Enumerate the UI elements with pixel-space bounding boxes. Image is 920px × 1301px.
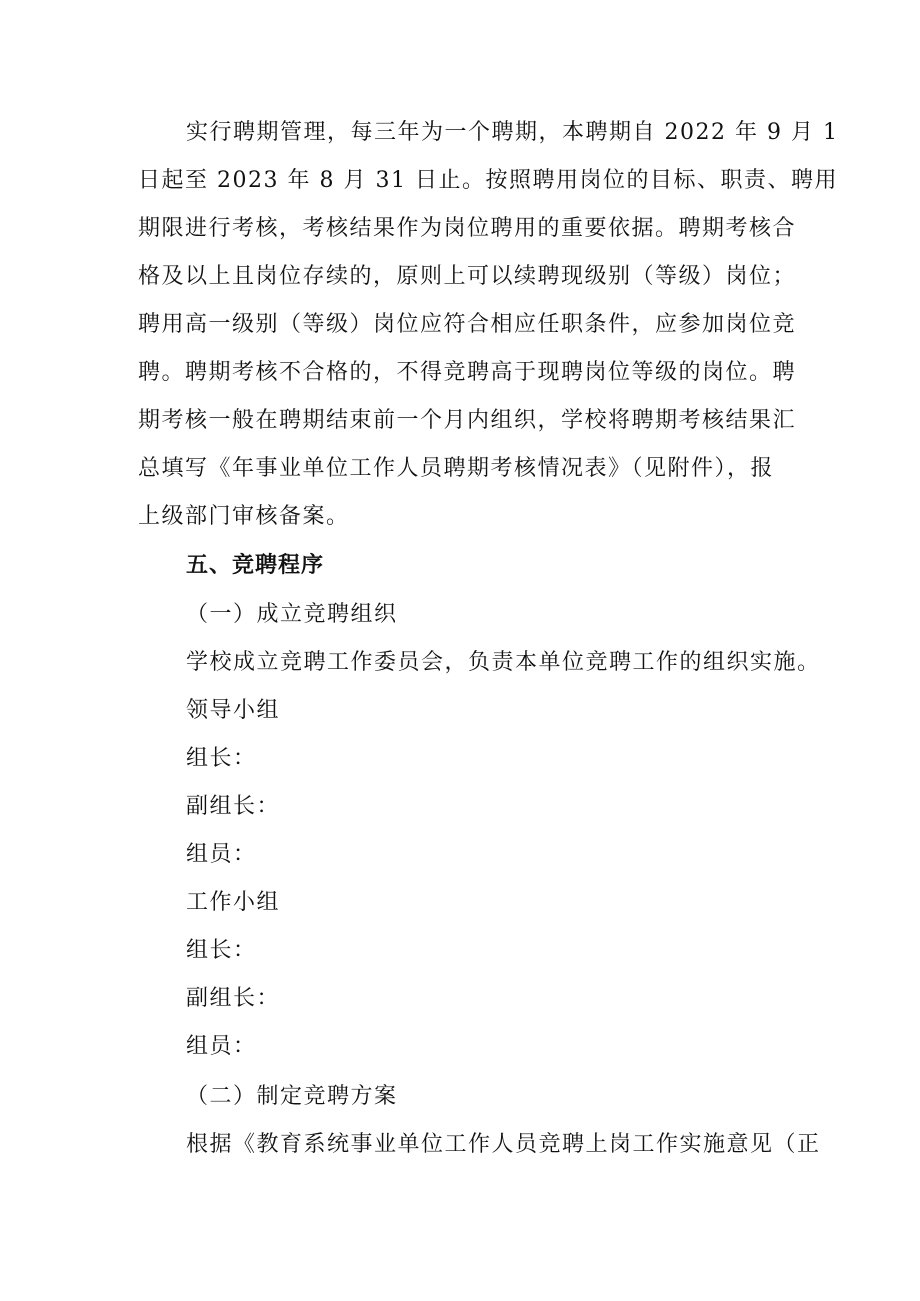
leader-group-leader: 组长： bbox=[186, 746, 257, 771]
leader-group-members: 组员： bbox=[186, 842, 257, 867]
work-group-members: 组员： bbox=[186, 1034, 257, 1059]
subsection-title: （一）成立竞聘组织 bbox=[186, 602, 398, 627]
work-group-deputy: 副组长： bbox=[186, 986, 281, 1011]
leader-group-deputy: 副组长： bbox=[186, 794, 281, 819]
paragraph-line: 格及以上且岗位存续的，原则上可以续聘现级别（等级）岗位； bbox=[138, 264, 797, 289]
paragraph-line: 日起至 2023 年 8 月 31 日止。按照聘用岗位的目标、职责、聘用 bbox=[138, 168, 838, 193]
paragraph-line: 聘。聘期考核不合格的，不得竞聘高于现聘岗位等级的岗位。聘 bbox=[138, 360, 797, 385]
paragraph-line: 期限进行考核，考核结果作为岗位聘用的重要依据。聘期考核合 bbox=[138, 216, 797, 241]
work-group-leader: 组长： bbox=[186, 938, 257, 963]
paragraph-line: 上级部门审核备案。 bbox=[138, 504, 350, 529]
subsection-text: 根据《教育系统事业单位工作人员竞聘上岗工作实施意见（正 bbox=[186, 1132, 821, 1157]
subsection-text: 学校成立竞聘工作委员会，负责本单位竞聘工作的组织实施。 bbox=[186, 650, 821, 675]
paragraph-line: 总填写《年事业单位工作人员聘期考核情况表》（见附件），报 bbox=[138, 456, 775, 481]
work-group-label: 工作小组 bbox=[186, 890, 281, 915]
leader-group-label: 领导小组 bbox=[186, 698, 281, 723]
section-heading: 五、竞聘程序 bbox=[186, 553, 325, 578]
subsection-title: （二）制定竞聘方案 bbox=[186, 1084, 398, 1109]
paragraph-line: 实行聘期管理，每三年为一个聘期，本聘期自 2022 年 9 月 1 bbox=[186, 120, 839, 145]
paragraph-line: 聘用高一级别（等级）岗位应符合相应任职条件，应参加岗位竞 bbox=[138, 312, 797, 337]
paragraph-line: 期考核一般在聘期结束前一个月内组织，学校将聘期考核结果汇 bbox=[138, 408, 797, 433]
